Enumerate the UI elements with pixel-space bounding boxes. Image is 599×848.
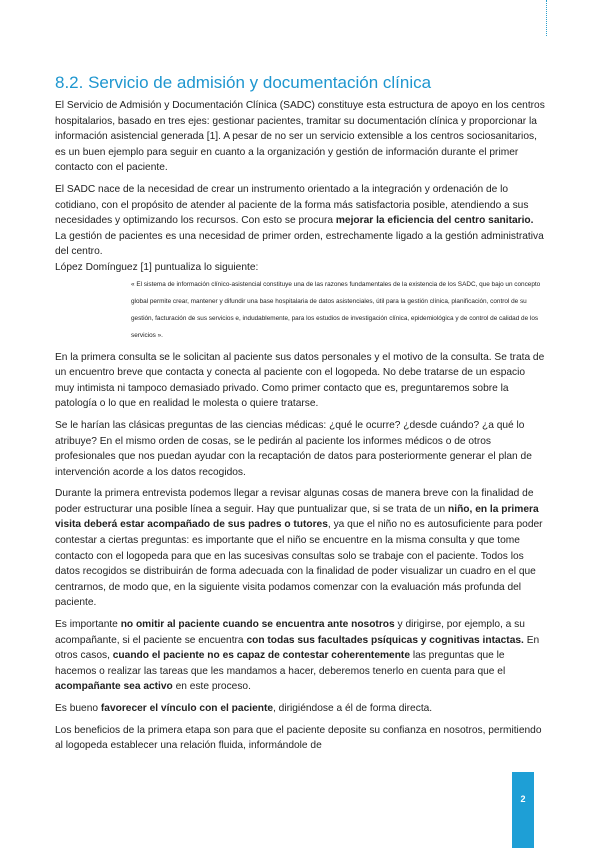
text-run: , ya que el niño no es autosuficiente para poder contestar a ciertas preguntas: es importante que el niño se encuentre en la misma consulta y que tome contacto con el logopeda para que en las sucesivas consultas solo se trabaje con el paciente. Todos los datos recogidos se distribuirán de forma adecuada con la finalidad de poder visualizar un cuadro en el que centrarnos, de modo que, en la siguiente visita podamos comenzar con la evaluación más profunda del paciente. xyxy=(55,519,543,609)
page-number-tab xyxy=(512,772,534,848)
text-run: En la primera consulta se le solicitan al paciente sus datos personales y el motivo de la consulta. Se trata de un encuentro breve que contacta y conecta al paciente con el logopeda. No debe tratarse de un espacio muy intimista ni tampoco demasiado privado. Como primer contacto que es, preguntaremos sobre la patología o lo que en realidad le molesta o quiere tratarse. xyxy=(55,351,545,410)
text-run: La gestión de pacientes es una necesidad de primer orden, estrechamente ligado a la gestión administrativa del centro. xyxy=(55,230,544,258)
emphasis-text: mejorar la eficiencia del centro sanitario. xyxy=(335,215,534,227)
block-quote: « El sistema de información clínico-asistencial constituye una de las razones fundamentales de la existencia de los SADC, que bajo un concepto global permite crear, mantener y difundir una base hospitalaria de datos asistenciales, útil para la gestión clínica, planificación, control de su gestión, facturación de sus servicios e, indudablemente, para los estudios de investigación clínica, epidemiológica y de control de calidad de los servicios ». xyxy=(131,280,541,339)
text-run: López Domínguez [1] puntualiza lo siguiente: xyxy=(55,261,259,273)
paragraph-quote-intro xyxy=(55,260,547,276)
paragraph-first-interview xyxy=(55,486,547,611)
emphasis-text: con todas sus facultades psíquicas y cognitivas intactas. xyxy=(246,634,524,646)
section-heading: 8.2. Servicio de admisión y documentación clínica xyxy=(55,73,432,92)
paragraph-patient-companion xyxy=(55,617,547,695)
paragraph-sadc-origin xyxy=(55,182,547,260)
paragraph-first-stage-benefits xyxy=(55,723,547,754)
text-run: Es bueno xyxy=(55,703,101,714)
paragraph-medical-questions xyxy=(55,418,547,480)
document-body xyxy=(55,72,547,760)
text-run: En otros casos, xyxy=(55,634,540,662)
emphasis-text: acompañante sea activo xyxy=(55,681,173,693)
text-run: Se le harían las clásicas preguntas de las ciencias médicas: ¿qué le ocurre? ¿desde cuándo? ¿a qué lo atribuye? En el mismo orden de cosas, se le pedirán al paciente los informes médicos o de otros profesionales que nos puedan ayudar con la recaptación de datos para posteriormente generar el plan de intervención acorde a los datos recogidos. xyxy=(55,419,532,478)
text-run: El SADC nace de la necesidad de crear un instrumento orientado a la integración y ordenación de lo cotidiano, con el propósito de atender al paciente de la forma más satisfactoria posible, atendiendo a sus necesidades y optimizando los recursos. Con esto se procura xyxy=(55,183,529,227)
text-run: Es importante xyxy=(55,619,121,631)
paragraph-sadc-definition xyxy=(55,98,547,176)
text-run: Durante la primera entrevista podemos llegar a revisar algunas cosas de manera breve con la finalidad de poder estructurar una posible línea a seguir. Hay que puntualizar que, si se trata de un xyxy=(55,488,534,515)
corner-decoration-line xyxy=(546,0,547,36)
text-run: en este proceso. xyxy=(172,681,251,693)
emphasis-text: no omitir al paciente cuando se encuentra ante nosotros xyxy=(120,619,395,631)
text-run: Los beneficios de la primera etapa son para que el paciente deposite su confianza en nosotros, permitiendo al logopeda establecer una relación fluida, informándole de xyxy=(55,724,542,752)
emphasis-text: niño, en la primera visita deberá estar acompañado de sus padres o tutores xyxy=(55,503,539,531)
emphasis-text: favorecer el vínculo con el paciente xyxy=(100,703,274,714)
page-number: 2 xyxy=(520,794,526,804)
text-run: y dirigirse, por ejemplo, a su acompañante, si el paciente se encuentra xyxy=(55,619,525,646)
paragraph-patient-bond xyxy=(55,701,547,717)
text-run: El Servicio de Admisión y Documentación Clínica (SADC) constituye esta estructura de apoyo en los centros hospitalarios, basado en tres ejes: gestionar pacientes, tramitar su documentación clínica y proporcionar la información asistencial generada [1]. A pesar de no ser un servicio extensible a los centros sociosanitarios, es un buen ejemplo para seguir en cuanto a la organización y gestión de información durante el primer contacto con el paciente. xyxy=(55,100,545,174)
emphasis-text: cuando el paciente no es capaz de contestar coherentemente xyxy=(112,650,410,662)
paragraph-first-consultation xyxy=(55,350,547,412)
text-run: , dirigiéndose a él de forma directa. xyxy=(273,703,433,714)
text-run: las preguntas que le hacemos o realizar las tareas que les mandamos a hacer, deberemos tenerlo en cuenta para que el xyxy=(55,650,506,677)
